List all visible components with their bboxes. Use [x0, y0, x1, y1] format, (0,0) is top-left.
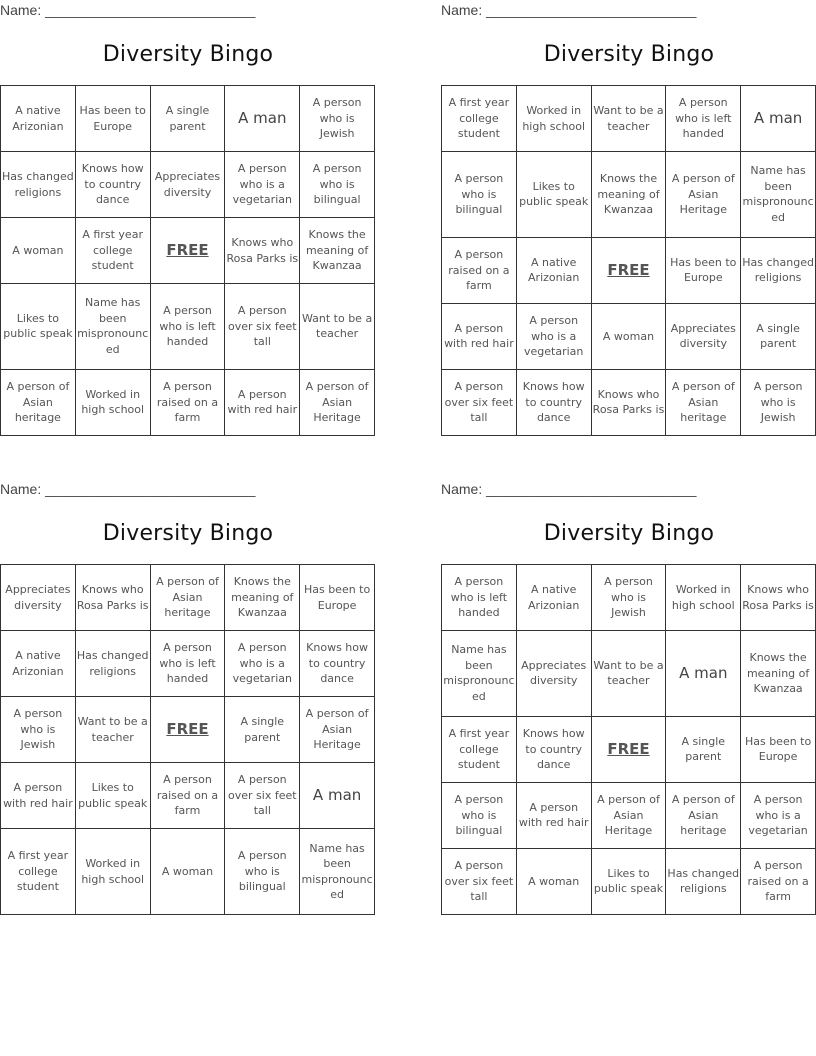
- free-space-cell: FREE: [150, 218, 225, 284]
- bingo-cell: Worked in high school: [666, 565, 741, 631]
- bingo-cell: A person who is bilingual: [225, 829, 300, 915]
- bingo-cell: A person of Asian heritage: [1, 369, 76, 435]
- bingo-cell: A person over six feet tall: [225, 763, 300, 829]
- bingo-cell: A person with red hair: [225, 369, 300, 435]
- bingo-cell: Knows who Rosa Parks is: [741, 565, 816, 631]
- bingo-cell: Appreciates diversity: [666, 303, 741, 369]
- bingo-cell: Want to be a teacher: [300, 284, 375, 370]
- bingo-row: [442, 86, 816, 152]
- bingo-cell: A person of Asian Heritage: [300, 369, 375, 435]
- card-title: Diversity Bingo: [543, 521, 715, 546]
- bingo-grid: [0, 564, 375, 915]
- bingo-cell: A woman: [1, 218, 76, 284]
- bingo-cell: A person who is a vegetarian: [225, 631, 300, 697]
- bingo-cell: A woman: [591, 303, 666, 369]
- bingo-row: [1, 565, 375, 631]
- bingo-cell: A native Arizonian: [516, 565, 591, 631]
- bingo-row: [442, 565, 816, 631]
- bingo-card: [441, 2, 816, 442]
- bingo-grid: [0, 85, 375, 436]
- bingo-cell: A person who is left handed: [666, 86, 741, 152]
- bingo-cell: Likes to public speak: [1, 284, 76, 370]
- bingo-cell: Knows how to country dance: [75, 152, 150, 218]
- bingo-row: [1, 369, 375, 435]
- bingo-row: [1, 152, 375, 218]
- bingo-cell: A person with red hair: [442, 303, 517, 369]
- bingo-cell: A native Arizonian: [1, 86, 76, 152]
- bingo-cell: A person raised on a farm: [150, 369, 225, 435]
- bingo-cell: A person who is Jewish: [741, 369, 816, 435]
- bingo-card: [0, 481, 376, 921]
- bingo-cell: A man: [225, 86, 300, 152]
- bingo-cell: Worked in high school: [75, 369, 150, 435]
- bingo-row: [1, 697, 375, 763]
- bingo-cell: A person who is Jewish: [300, 86, 375, 152]
- bingo-grid: [441, 85, 816, 436]
- bingo-cell: A person with red hair: [516, 782, 591, 848]
- bingo-cell: A person who is a vegetarian: [741, 782, 816, 848]
- bingo-cell: Has changed religions: [666, 848, 741, 914]
- bingo-cell: Name has been mispronounced: [741, 152, 816, 238]
- bingo-row: [442, 782, 816, 848]
- bingo-cell: A person of Asian heritage: [666, 782, 741, 848]
- bingo-row: [442, 237, 816, 303]
- bingo-cell: Knows who Rosa Parks is: [75, 565, 150, 631]
- name-field-label: Name: ___________________________: [441, 2, 697, 18]
- bingo-cell: A person of Asian heritage: [666, 369, 741, 435]
- bingo-cell: A person who is Jewish: [1, 697, 76, 763]
- bingo-cell: A person raised on a farm: [741, 848, 816, 914]
- bingo-cell: A first year college student: [442, 86, 517, 152]
- bingo-cell: Likes to public speak: [75, 763, 150, 829]
- bingo-cell: A person who is bilingual: [442, 782, 517, 848]
- bingo-row: [442, 631, 816, 717]
- bingo-cell: Name has been mispronounced: [442, 631, 517, 717]
- bingo-cell: Has been to Europe: [666, 237, 741, 303]
- bingo-card: [441, 481, 816, 921]
- bingo-card: [0, 2, 376, 442]
- bingo-row: [442, 152, 816, 238]
- bingo-cell: A single parent: [150, 86, 225, 152]
- bingo-cell: A person who is left handed: [150, 284, 225, 370]
- bingo-row: [442, 848, 816, 914]
- bingo-cell: Worked in high school: [516, 86, 591, 152]
- bingo-cell: A person who is left handed: [150, 631, 225, 697]
- bingo-row: [442, 716, 816, 782]
- bingo-cell: Knows who Rosa Parks is: [591, 369, 666, 435]
- bingo-cell: Appreciates diversity: [1, 565, 76, 631]
- bingo-cell: Likes to public speak: [516, 152, 591, 238]
- bingo-cell: A person over six feet tall: [442, 369, 517, 435]
- bingo-cell: Want to be a teacher: [75, 697, 150, 763]
- bingo-cell: A person who is bilingual: [442, 152, 517, 238]
- bingo-cell: Likes to public speak: [591, 848, 666, 914]
- bingo-cell: Name has been mispronounced: [300, 829, 375, 915]
- name-field-label: Name: ___________________________: [441, 481, 697, 497]
- bingo-cell: A first year college student: [1, 829, 76, 915]
- bingo-cell: A person who is left handed: [442, 565, 517, 631]
- bingo-cell: A first year college student: [442, 716, 517, 782]
- bingo-cell: A person with red hair: [1, 763, 76, 829]
- free-space-cell: FREE: [591, 716, 666, 782]
- bingo-cell: A first year college student: [75, 218, 150, 284]
- bingo-cell: Knows how to country dance: [300, 631, 375, 697]
- bingo-cell: Has been to Europe: [300, 565, 375, 631]
- bingo-cell: Has changed religions: [741, 237, 816, 303]
- bingo-cell: A person over six feet tall: [225, 284, 300, 370]
- bingo-cell: A single parent: [666, 716, 741, 782]
- card-title: Diversity Bingo: [102, 521, 274, 546]
- bingo-cell: A single parent: [225, 697, 300, 763]
- bingo-cell: Worked in high school: [75, 829, 150, 915]
- bingo-cell: A woman: [150, 829, 225, 915]
- bingo-cell: A woman: [516, 848, 591, 914]
- bingo-grid: [441, 564, 816, 915]
- free-space-cell: FREE: [150, 697, 225, 763]
- bingo-cell: A native Arizonian: [1, 631, 76, 697]
- bingo-cell: Has changed religions: [1, 152, 76, 218]
- bingo-cell: A person of Asian Heritage: [300, 697, 375, 763]
- bingo-cell: Name has been mispronounced: [75, 284, 150, 370]
- free-space-cell: FREE: [591, 237, 666, 303]
- bingo-cell: Knows the meaning of Kwanzaa: [225, 565, 300, 631]
- bingo-row: [1, 86, 375, 152]
- bingo-row: [1, 631, 375, 697]
- bingo-row: [442, 369, 816, 435]
- bingo-cell: A man: [300, 763, 375, 829]
- bingo-cell: Want to be a teacher: [591, 631, 666, 717]
- bingo-cell: A person of Asian Heritage: [591, 782, 666, 848]
- bingo-cell: A single parent: [741, 303, 816, 369]
- bingo-cell: Has changed religions: [75, 631, 150, 697]
- bingo-cell: Want to be a teacher: [591, 86, 666, 152]
- bingo-cell: Knows how to country dance: [516, 369, 591, 435]
- bingo-row: [1, 218, 375, 284]
- bingo-cell: Has been to Europe: [741, 716, 816, 782]
- bingo-cell: Knows the meaning of Kwanzaa: [591, 152, 666, 238]
- bingo-cell: A person who is a vegetarian: [225, 152, 300, 218]
- bingo-cell: A person raised on a farm: [150, 763, 225, 829]
- card-title: Diversity Bingo: [543, 42, 715, 67]
- bingo-cell: Knows the meaning of Kwanzaa: [300, 218, 375, 284]
- bingo-cell: A man: [741, 86, 816, 152]
- bingo-cell: A person of Asian Heritage: [666, 152, 741, 238]
- bingo-cell: Has been to Europe: [75, 86, 150, 152]
- bingo-cell: A person who is bilingual: [300, 152, 375, 218]
- card-title: Diversity Bingo: [102, 42, 274, 67]
- bingo-cell: Appreciates diversity: [150, 152, 225, 218]
- bingo-cell: A person who is a vegetarian: [516, 303, 591, 369]
- bingo-cell: A native Arizonian: [516, 237, 591, 303]
- bingo-row: [1, 829, 375, 915]
- bingo-row: [1, 284, 375, 370]
- bingo-cell: A person over six feet tall: [442, 848, 517, 914]
- bingo-cell: A person of Asian heritage: [150, 565, 225, 631]
- bingo-cell: Knows the meaning of Kwanzaa: [741, 631, 816, 717]
- bingo-row: [442, 303, 816, 369]
- bingo-cell: Knows who Rosa Parks is: [225, 218, 300, 284]
- bingo-row: [1, 763, 375, 829]
- bingo-cell: Appreciates diversity: [516, 631, 591, 717]
- bingo-cell: A man: [666, 631, 741, 717]
- bingo-cell: Knows how to country dance: [516, 716, 591, 782]
- bingo-cell: A person raised on a farm: [442, 237, 517, 303]
- name-field-label: Name: ___________________________: [0, 2, 256, 18]
- bingo-cell: A person who is Jewish: [591, 565, 666, 631]
- name-field-label: Name: ___________________________: [0, 481, 256, 497]
